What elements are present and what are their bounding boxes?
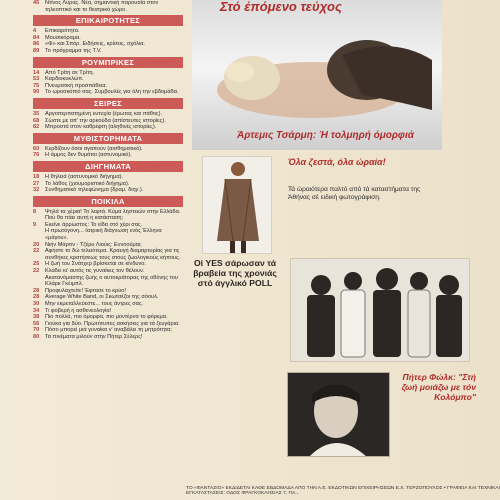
toc-entry	[33, 248, 183, 261]
toc-entry-page: 53	[33, 76, 40, 83]
toc-entry	[33, 174, 183, 181]
toc-entry-page: 4	[33, 28, 37, 35]
toc-entry-text: Τι φοβερή η ασθενεολογία!	[45, 307, 112, 314]
section-heading: ΠΟΙΚΙΛΑ	[33, 196, 183, 207]
man-portrait-image	[288, 373, 390, 457]
toc-entry-text: Πνευματική προσπάθεια.	[45, 82, 108, 89]
toc-entry-page	[33, 228, 45, 241]
toc-entry	[33, 48, 183, 55]
band-photo	[290, 258, 470, 362]
toc-entry-page: 76	[33, 152, 40, 159]
toc-entry	[33, 268, 183, 288]
toc-entry-page: 9	[33, 221, 37, 228]
toc-entry-page: 68	[33, 117, 40, 124]
toc-entry	[33, 76, 183, 83]
toc-entry	[33, 0, 183, 13]
toc-entry-text: Νιήν Μάρτιν - Τζέρυ Λιούις: Εννοούμαι;	[45, 241, 142, 248]
section-heading: ΡΟΥΜΠΡΙΚΕΣ	[33, 57, 183, 68]
toc-entry-text: Η πρωτόγονη... Ιατρική διάγνωση ενός Έλληνα «μάγου».	[45, 228, 162, 242]
portrait-caption: Πήτερ Φώλκ: "Στή ζωή μοιάζω με τόν Κολόμπο"	[401, 372, 476, 402]
toc-entry-page: 30	[33, 301, 40, 307]
toc-entry	[33, 124, 183, 131]
woman-in-coat-image	[203, 157, 273, 255]
reclining-woman-image	[192, 0, 442, 150]
portrait-photo	[287, 372, 390, 457]
toc-entry-text: Ντίνος Λύρας. Νέα, σημαντική παρουσία στον τηλεοπτικό και το θεατρικό χώρο.	[45, 0, 159, 13]
coat-feature-text: Τά ώραιότερα παλτό από τά καταστήματα της Άθήνας σέ ειδική φωτογράφιση.	[288, 186, 421, 201]
band-group-image	[291, 259, 470, 362]
toc-entry-text: Το λάθος (χιουμοριστικό διήγημα).	[45, 180, 130, 187]
next-issue-title: Στό έπόμενο τεύχος	[220, 0, 342, 14]
toc-entry-text: Πόσο μπορεί μιά γυναίκα ν' αναβάλει τη μητρότητα;	[45, 327, 172, 334]
toc-entry-text: Κερδίζουν όσοι αγαπούν (αισθηματικό).	[45, 145, 143, 152]
toc-entry-text: Αργοπερπατημένη ευτυχία (έρωτας και πάθος).	[45, 110, 163, 117]
toc-entry-text: Από Τρίτη σε Τρίτη.	[45, 69, 94, 76]
toc-entry-text: Το ωροσκόπιό σας. Συμβουλές για όλη την εβδομάδα.	[45, 89, 179, 96]
toc-entry-page: 75	[33, 82, 40, 89]
toc-entry	[33, 334, 183, 341]
toc-entry	[33, 301, 183, 308]
toc-entry	[33, 89, 183, 96]
toc-entry-text: Η ζωή του Σνάτχερ βρίσκεται σε κίνδυνο.	[45, 261, 146, 268]
toc-entry-text: Η θηλειά (αστυνομικό διήγημα).	[45, 173, 123, 180]
toc-entry-text: «Φ» και Σπόρ. Ειδήσεις, κρίσεις, σχόλια.	[45, 41, 145, 48]
toc-entry-page: 18	[33, 173, 40, 180]
toc-entry-page: 38	[33, 314, 40, 321]
toc-entry	[33, 70, 183, 77]
toc-entry-text: Εκείνε άρρωστος: Το είδα στό χέρι σας.	[45, 221, 143, 228]
toc-entry	[33, 294, 183, 301]
toc-entry	[33, 327, 183, 334]
toc-entry-page: 82	[33, 124, 40, 131]
toc-entry-text: Μπροστά στον καθρέφτη (αληθινές ιστορίες).	[45, 124, 157, 131]
toc-entry-page: 35	[33, 110, 40, 117]
publisher-footer: ΤΟ «ΦΑΝΤΑΖΙΟ» ΕΚΔΙΔΕΤΑΙ ΚΑΘΕ ΕΒΔΟΜΑΔΑ ΑΠΟ ΤΗΝ Α.Ε. ΕΚΔΟΤΙΚΩΝ ΕΠΙΧΕΙΡΗΣΕΩΝ Ε.Χ. ΤΕΡΖΟΠΟΥΛΟΣ • ΓΡΑΦΕΙΑ ΚΑΙ ΤΕΧΝΙΚΑΙ ΕΓΚΑΤΑΣΤΑΣΕΙΣ: ΟΔΟΣ ΦΡΑΓΚΟΚΛΗΣΙΑΣ 7, ΠΑ...	[186, 486, 500, 497]
section-heading: ΣΕΙΡΕΣ	[33, 98, 183, 109]
toc-entry-text: Κλάδει κι' αυτός τις γυναίκες τον θέλουν. Ακατανόμαστης ζωής ο αυτοκράτορας της οθόνης του Κλάρκ Γκέιμπλ.	[45, 268, 178, 288]
toc-entry-page: 45	[33, 0, 40, 6]
toc-entry-text: Μην εκμεταλλεύεστε... τους άντρες σας.	[45, 301, 144, 307]
section-heading: ΔΙΗΓΗΜΑΤΑ	[33, 161, 183, 172]
toc-entry-text: Πιο πολλά, πιο όμορφα, πιο μοντέρνα το φόρεμα.	[45, 314, 168, 321]
section-heading: ΕΠΙΚΑΙΡΟΤΗΤΕΣ	[33, 15, 183, 26]
toc-entry-page: 70	[33, 327, 40, 334]
coat-feature-title: Όλα ζεστά, όλα ώραία!	[288, 157, 386, 167]
toc-entry-page: 28	[33, 287, 40, 294]
toc-entry	[33, 314, 183, 321]
toc-entry-page: 86	[33, 41, 40, 48]
toc-entry	[33, 111, 183, 118]
toc-entry-page: 28	[33, 294, 40, 301]
toc-entry-text: Σώστε με απ' την αρκούδα (απίστευτες ιστορίες).	[45, 117, 166, 124]
toc-entry-text: Προφυλαχτείτε! Έφτασε το κρύο!	[45, 287, 126, 294]
toc-entry-page: 60	[33, 145, 40, 152]
toc-entry-text: Τα πινέματα μιλούν στην Πήτερ Σέλερς!	[45, 333, 143, 340]
toc-entry-page: 56	[33, 320, 40, 327]
toc-entry-text: Καρδιοκυκλώπ.	[45, 76, 84, 83]
toc-entry-page: 22	[33, 248, 40, 255]
toc-entry-page: 14	[33, 69, 40, 76]
toc-entry-page: 90	[33, 89, 40, 96]
toc-entry-text: Ψηλά τα χέρια! Το λεφτά. Κύμα ληστειών στην Ελλάδα. Πού θα πάει αυτή η κατάσταση;	[45, 208, 181, 222]
toc-entry-text: Επικαιρότητα.	[45, 28, 80, 35]
hero-photo	[192, 0, 442, 150]
coat-photo	[202, 156, 272, 254]
toc-entry-page: 32	[33, 187, 40, 194]
toc-entry-page: 22	[33, 268, 40, 275]
toc-entry-page: 89	[33, 47, 40, 54]
toc-entry	[33, 187, 183, 194]
toc-entry-text: Γιούκα για δύο. Πρωτότυπες ασκήσεις για τά ζευγάρια.	[45, 320, 180, 327]
toc-entry-text: Μουσικόραμα.	[45, 34, 81, 41]
hero-caption: Άρτεμις Τσάρμη: Ή τολμηρή όμορφιά	[237, 130, 414, 141]
toc-entry-page: 25	[33, 261, 40, 268]
toc-entry-text: Συνθηματικό τηλεφώνημα (δραμ. διηγ.).	[45, 187, 144, 194]
toc-entry-page: 27	[33, 180, 40, 187]
band-feature-title: Οί YES σάρωσαν τά βραβεία της χρονιάς στό άγγλικό POLL	[193, 258, 277, 288]
toc-entry-text: Αφήστε το δώ τελειότερα. Κραυγή διαμαρτυρίας για τις συνθήκες κρατήσεως τους στους ζωολογικούς κήπους.	[45, 248, 181, 261]
toc-entry	[33, 28, 183, 35]
toc-entry-page: 8	[33, 208, 37, 215]
toc-entry-text: Το πρόγραμμα της Τ.V.	[45, 47, 102, 54]
toc-entry	[33, 228, 183, 241]
toc-entry-page: 20	[33, 241, 40, 248]
toc-entry-page: 80	[33, 333, 40, 340]
toc-entry-page: 34	[33, 307, 40, 314]
toc-entry-page: 84	[33, 34, 40, 41]
toc-entry-text: Η άμμος δεν θυμάται (αστυνομικό).	[45, 152, 132, 159]
toc-entry	[33, 152, 183, 159]
section-heading: ΜΥΘΙΣΤΟΡΗΜΑΤΑ	[33, 133, 183, 144]
toc-entry-text: Average White Band, οι Σκωτσέζοι της σόουλ.	[45, 294, 159, 301]
toc-entry	[33, 41, 183, 48]
next-issue-panel	[192, 0, 482, 482]
table-of-contents	[33, 0, 183, 482]
toc-entry	[33, 209, 183, 222]
